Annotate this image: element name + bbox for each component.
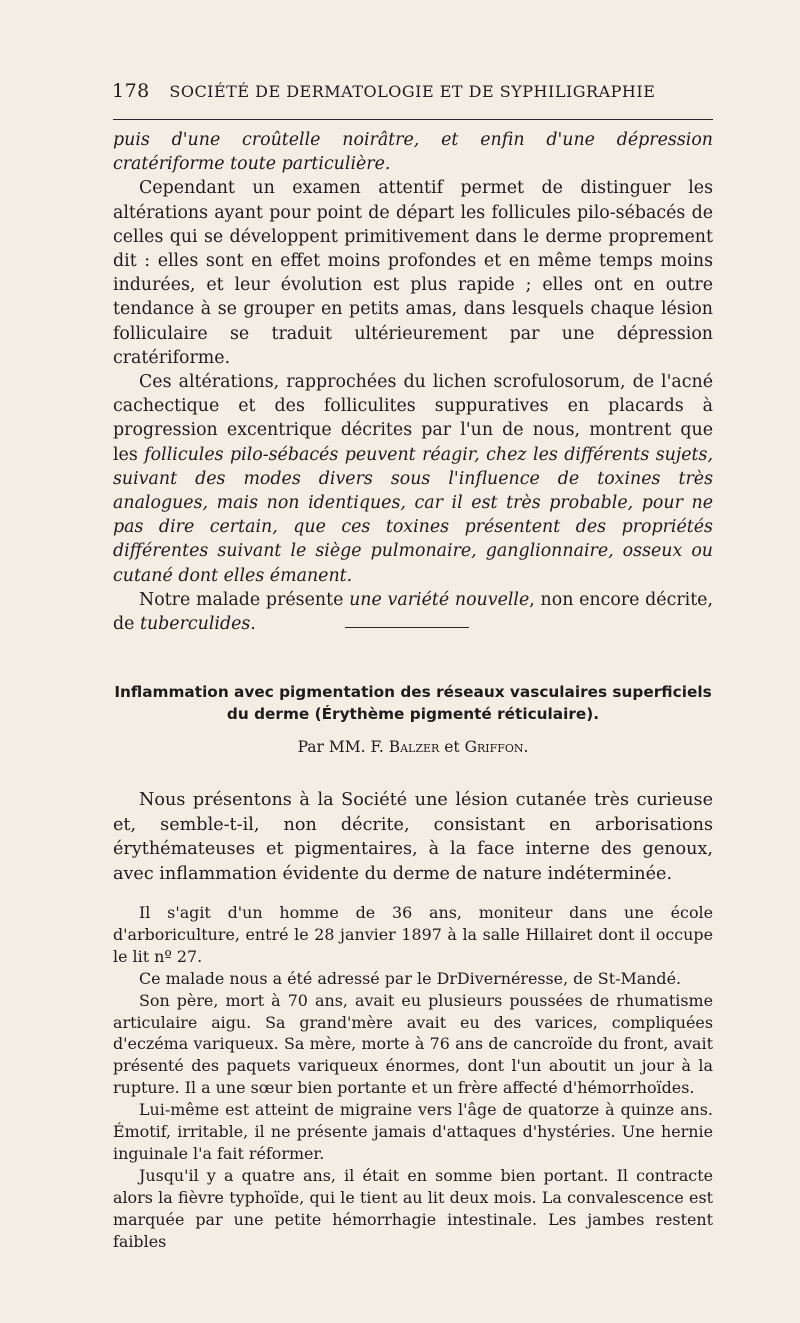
italic-text: follicules pilo-sébacés peuvent réagir, chez les différents sujets, suivant des modes divers sous l'influence de toxines très analogues, mais non identiques, car il est très probable, pour ne pas dire certain, que ces toxines présentent des propriétés différentes suivant le siège pulmonaire, ganglionnaire, osseux ou cutané dont elles émanent. [113, 444, 713, 586]
paragraph: Jusqu'il y a quatre ans, il était en somme bien portant. Il contracte alors la fièvre typhoïde, qui le tient au lit deux mois. La convalescence est marquée par une petite hémorrhagie intestinale. Les jambes restent faibles [113, 1165, 713, 1251]
italic-text: une variété nouvelle [349, 589, 530, 610]
running-title: SOCIÉTÉ DE DERMATOLOGIE ET DE SYPHILIGRAPHIE [169, 82, 656, 101]
paragraph: Ce malade nous a été adressé par le DrDivernéresse, de St-Mandé. [139, 968, 682, 988]
paragraph: Cependant un examen attentif permet de distinguer les altérations ayant pour point de départ les follicules pilo-sébacés de celles qui se développent primitivement dans le derme proprement dit : elles sont en effet moins profondes et en même temps moins indurées, et leur évolution est plus rapide ; elles ont en outre tendance à se grouper en petits amas, dans lesquels chaque lésion folliculaire se traduit ultérieurement par une dépression cratériforme. [113, 178, 713, 368]
italic-text: tuberculides [139, 614, 251, 635]
paragraph: Son père, mort à 70 ans, avait eu plusieurs poussées de rhumatisme articulaire aigu. Sa grand'mère avait eu des varices, compliquées d'eczéma variqueux. Sa mère, morte à 76 ans de cancroïde du front, avait présenté des paquets variqueux énormes, dont l'un aboutit un jour à la rupture. Il a une sœur bien portante et un frère affecté d'hémorrhoïdes. [113, 990, 713, 1098]
header-rule [113, 119, 713, 120]
paragraph: Ces altérations, rapprochées du lichen scrofulosorum, de l'acné cachectique et des folliculites suppuratives en placards à progression excentrique décrites par l'un de nous, montrent que les follicules pilo-sébacés peuvent réagir, chez les différents sujets, suivant des modes divers sous l'influence de toxines très analogues, mais non identiques, car il est très probable, pour ne pas dire certain, que ces toxines présentent des propriétés différentes suivant le siège pulmonaire, ganglionnaire, osseux ou cutané dont elles émanent. [113, 372, 713, 586]
paragraph-continuation [113, 128, 713, 176]
running-header [112, 80, 712, 102]
author-name: Griffon [464, 738, 524, 756]
byline: Par MM. F. Balzer et Griffon. [297, 738, 529, 756]
section-divider [345, 627, 469, 628]
article-title: Inflammation avec pigmentation des réseaux vasculaires superficiels du derme (Érythème pigmenté réticulaire). [114, 683, 712, 723]
paragraph: Notre malade présente une variété nouvelle, non encore décrite, de tuberculides. [113, 589, 713, 635]
paragraph: Il s'agit d'un homme de 36 ans, moniteur dans une école d'arboriculture, entré le 28 janvier 1897 à la salle Hillairet dont il occupe le lit nº 27. [113, 903, 713, 966]
case-report [113, 902, 713, 1253]
paragraph: Lui-même est atteint de migraine vers l'âge de quatorze à quinze ans. Émotif, irritable, il ne présente jamais d'attaques d'hystéries. Une hernie inguinale l'a fait réformer. [113, 1100, 713, 1163]
page-number: 178 [112, 80, 150, 102]
article-intro [113, 788, 713, 886]
author-name: Balzer [388, 738, 440, 756]
italic-text: puis d'une croûtelle noirâtre, et enfin d'une dépression cratériforme toute particulière. [113, 130, 713, 175]
previous-article-body [113, 128, 713, 636]
paragraph: Nous présentons à la Société une lésion cutanée très curieuse et, semble-t-il, non décrite, consistant en arborisations érythémateuses et pigmentaires, à la face interne des genoux, avec inflammation évidente du derme de nature indéterminée. [113, 790, 713, 884]
